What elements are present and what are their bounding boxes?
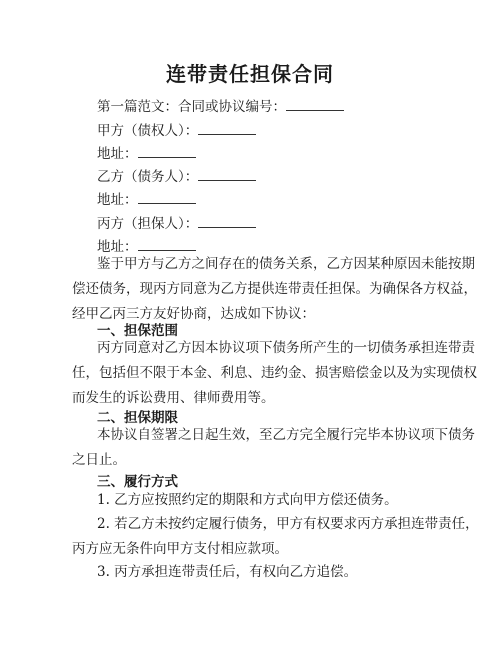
list-item-line: 2. 若乙方未按约定履行债务，甲方有权要求丙方承担连带责任， bbox=[97, 516, 479, 532]
list-item-line: 1. 乙方应按照约定的期限和方式向甲方偿还债务。 bbox=[97, 492, 398, 508]
party-b-address-field bbox=[97, 188, 196, 208]
field-blank bbox=[198, 216, 256, 228]
contract-number-field bbox=[97, 95, 344, 115]
paragraph-line: 经甲乙丙三方友好协商，达成如下协议： bbox=[72, 306, 315, 322]
field-label: 甲方（债权人）： bbox=[97, 123, 199, 139]
field-blank bbox=[198, 169, 256, 181]
field-blank bbox=[286, 99, 344, 111]
section-heading-term: 二、担保期限 bbox=[97, 410, 178, 426]
paragraph-line: 之日止。 bbox=[72, 452, 126, 468]
performance-item-3 bbox=[72, 560, 430, 585]
field-label: 丙方（担保人）： bbox=[97, 216, 199, 232]
field-blank bbox=[138, 239, 196, 251]
paragraph-line: 任，包括但不限于本金、利息、违约金、损害赔偿金以及为实现债权 bbox=[72, 365, 477, 381]
paragraph-line: 而发生的诉讼费用、律师费用等。 bbox=[72, 390, 275, 406]
section-scope-paragraph bbox=[72, 336, 477, 411]
intro-paragraph bbox=[72, 252, 477, 327]
paragraph-line: 本协议自签署之日起生效，至乙方完全履行完毕本协议项下债务 bbox=[97, 427, 475, 443]
performance-item-1 bbox=[72, 488, 430, 513]
party-a-address-field bbox=[97, 142, 196, 162]
field-label: 地址： bbox=[97, 192, 138, 208]
party-a-field bbox=[97, 119, 256, 139]
field-label: 地址： bbox=[97, 239, 138, 255]
section-term-paragraph bbox=[72, 423, 475, 473]
paragraph-line: 鉴于甲方与乙方之间存在的债务关系，乙方因某种原因未能按期 bbox=[97, 256, 475, 272]
party-c-field bbox=[97, 212, 256, 232]
paragraph-line: 丙方同意对乙方因本协议项下债务所产生的一切债务承担连带责 bbox=[97, 340, 475, 356]
field-blank bbox=[138, 192, 196, 204]
field-label: 地址： bbox=[97, 146, 138, 162]
field-label: 第一篇范文：合同或协议编号： bbox=[97, 99, 286, 115]
list-item-line: 3. 丙方承担连带责任后，有权向乙方追偿。 bbox=[97, 564, 358, 580]
section-heading-scope: 一、担保范围 bbox=[97, 323, 178, 339]
performance-item-2 bbox=[72, 512, 479, 562]
paragraph-line: 偿还债务，现丙方同意为乙方提供连带责任担保。为确保各方权益， bbox=[72, 281, 477, 297]
list-item-line: 丙方应无条件向甲方支付相应款项。 bbox=[72, 541, 288, 557]
field-blank bbox=[138, 146, 196, 158]
field-blank bbox=[198, 123, 256, 135]
field-label: 乙方（债务人）： bbox=[97, 169, 199, 185]
document-title: 连带责任担保合同 bbox=[166, 62, 334, 86]
party-b-field bbox=[97, 165, 256, 185]
section-heading-performance: 三、履行方式 bbox=[97, 474, 178, 490]
